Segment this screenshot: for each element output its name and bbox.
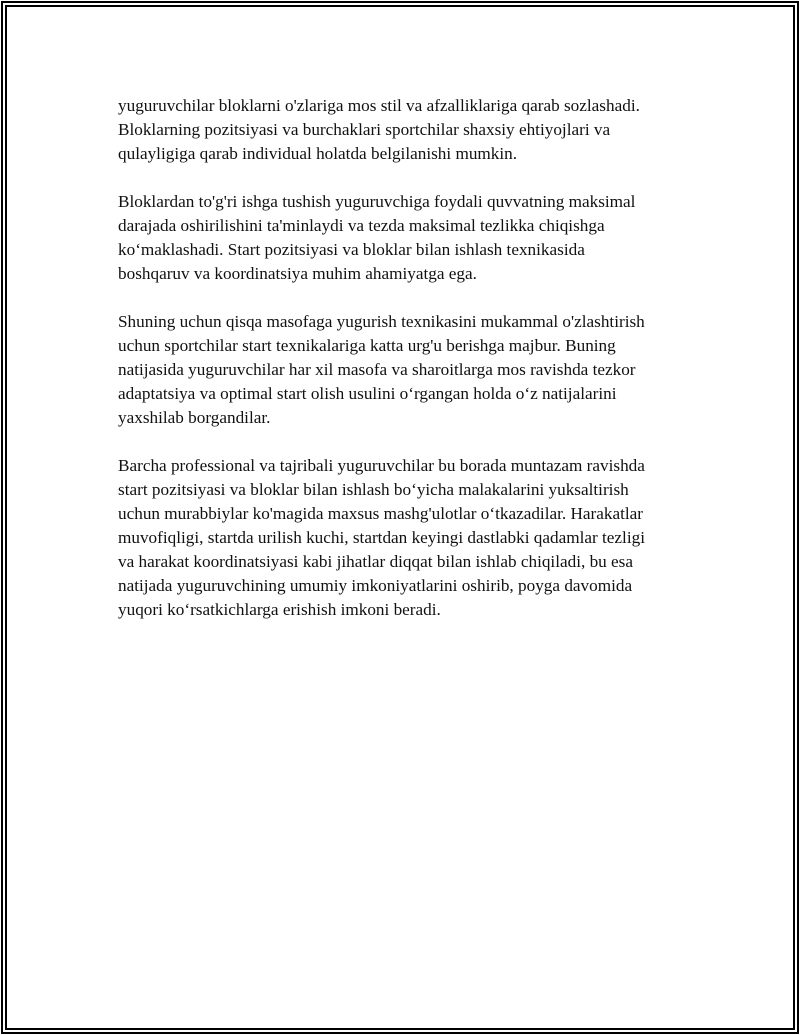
text-line: darajada oshirilishini ta'minlaydi va tezda maksimal tezlikka chiqishga — [118, 216, 605, 235]
text-line: qulayligiga qarab individual holatda belgilanishi mumkin. — [118, 144, 518, 163]
text-line: start pozitsiyasi va bloklar bilan ishlash bo‘yicha malakalarini yuksaltirish — [118, 480, 629, 499]
text-line: yuqori ko‘rsatkichlarga erishish imkoni beradi. — [118, 600, 441, 619]
text-line: Bloklarning pozitsiyasi va burchaklari sportchilar shaxsiy ehtiyojlari va — [118, 120, 611, 139]
text-line: adaptatsiya va optimal start olish usulini o‘rgangan holda o‘z natijalarini — [118, 384, 617, 403]
document-body — [118, 94, 718, 646]
text-line: uchun sportchilar start texnikalariga katta urg'u berishga majbur. Buning — [118, 336, 616, 355]
text-line: va harakat koordinatsiyasi kabi jihatlar diqqat bilan ishlab chiqiladi, bu esa — [118, 552, 634, 571]
text-line: natijasida yuguruvchilar har xil masofa va sharoitlarga mos ravishda tezkor — [118, 360, 636, 379]
paragraph-2 — [118, 190, 718, 286]
paragraph-1 — [118, 94, 718, 166]
text-line: ko‘maklashadi. Start pozitsiyasi va bloklar bilan ishlash texnikasida — [118, 240, 585, 259]
paragraph-3 — [118, 310, 718, 430]
text-line: uchun murabbiylar ko'magida maxsus mashg'ulotlar o‘tkazadilar. Harakatlar — [118, 504, 643, 523]
text-line: muvofiqligi, startda urilish kuchi, startdan keyingi dastlabki qadamlar tezligi — [118, 528, 645, 547]
text-line: Barcha professional va tajribali yuguruvchilar bu borada muntazam ravishda — [118, 456, 645, 475]
text-line: Bloklardan to'g'ri ishga tushish yuguruvchiga foydali quvvatning maksimal — [118, 192, 636, 211]
text-line: Shuning uchun qisqa masofaga yugurish texnikasini mukammal o'zlashtirish — [118, 312, 645, 331]
text-line: yuguruvchilar bloklarni o'zlariga mos stil va afzalliklariga qarab sozlashadi. — [118, 96, 640, 115]
paragraph-4 — [118, 454, 718, 622]
text-line: yaxshilab borgandilar. — [118, 408, 271, 427]
text-line: boshqaruv va koordinatsiya muhim ahamiyatga ega. — [118, 264, 477, 283]
text-line: natijada yuguruvchining umumiy imkoniyatlarini oshirib, poyga davomida — [118, 576, 633, 595]
